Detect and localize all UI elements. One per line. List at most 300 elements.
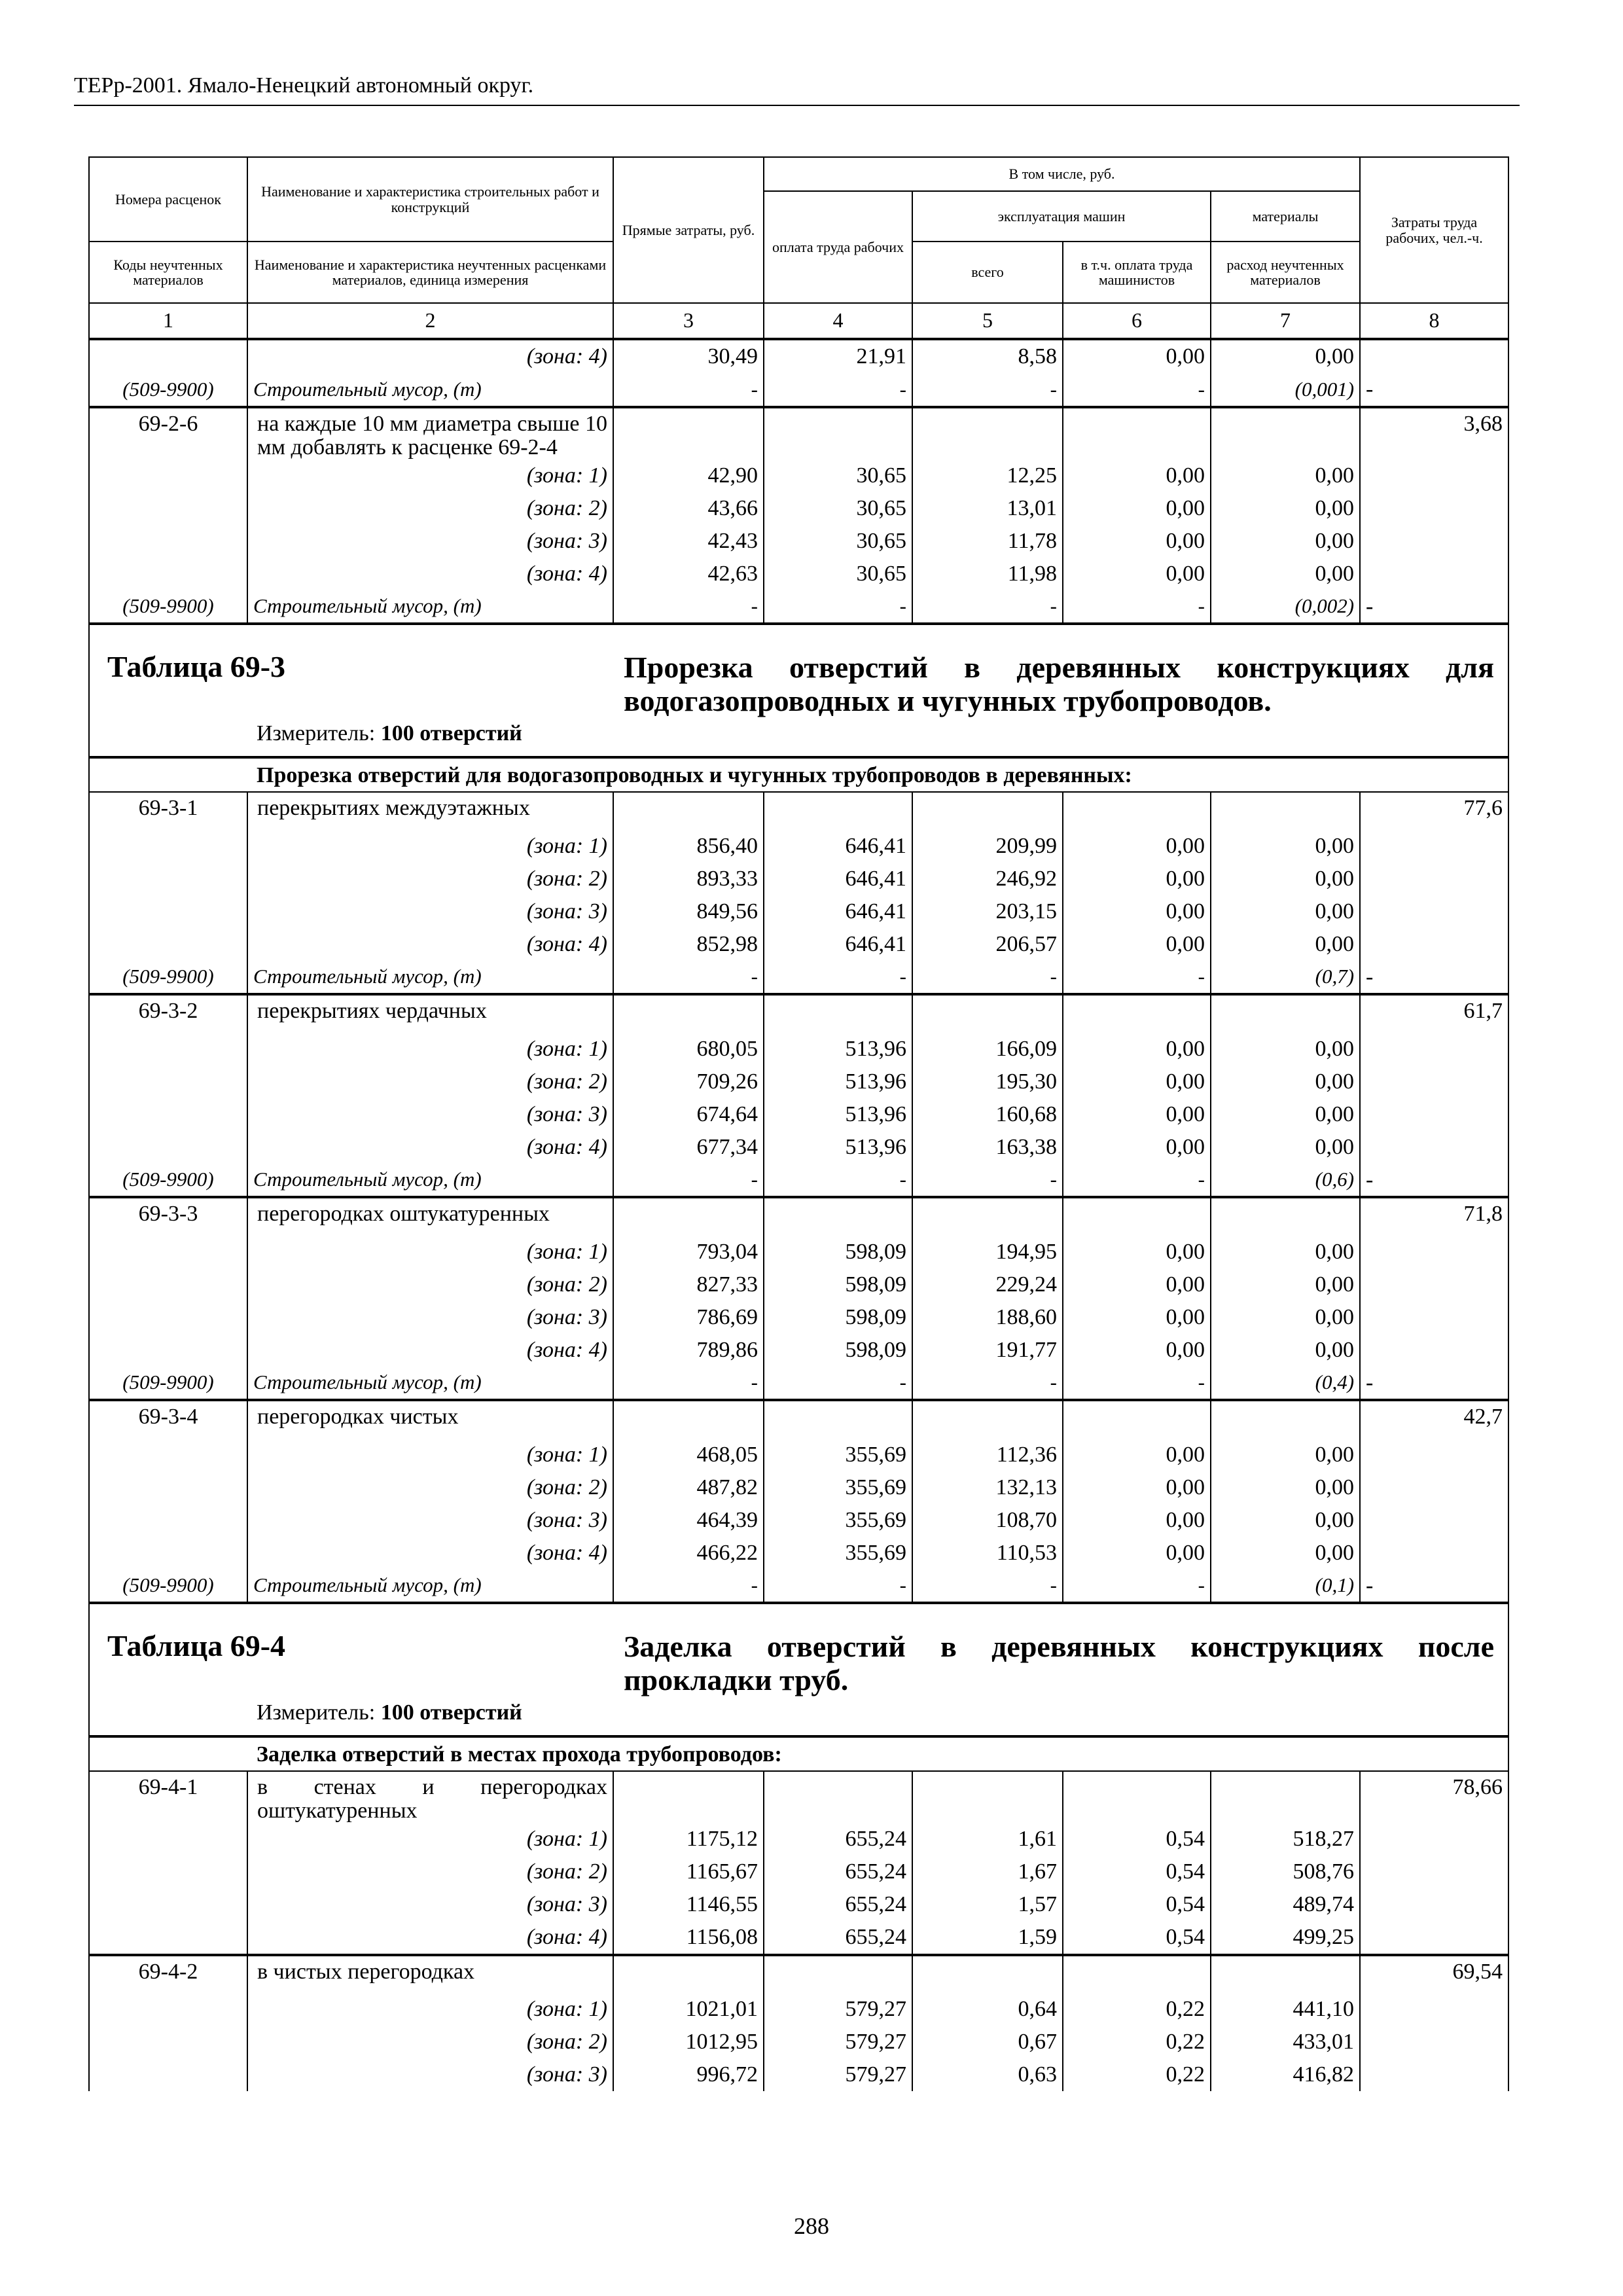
value-cell: 0,00 (1063, 557, 1211, 590)
measure-line (257, 722, 522, 745)
value-cell: 786,69 (613, 1300, 764, 1333)
header-col5: всего (912, 242, 1063, 303)
header-col1-bottom: Коды неучтенных материалов (89, 242, 247, 303)
value-cell: 0,00 (1211, 339, 1360, 373)
value-cell: 0,00 (1063, 1235, 1211, 1268)
value-cell: - (912, 373, 1063, 407)
empty-cell (1360, 492, 1508, 524)
empty-cell (764, 1197, 912, 1235)
value-cell: (0,6) (1211, 1163, 1360, 1197)
value-cell: 0,63 (912, 2058, 1063, 2091)
rate-code: 69-2-6 (89, 407, 247, 459)
value-cell: - (912, 590, 1063, 624)
empty-cell (89, 895, 247, 927)
measure-value: 100 отверстий (380, 721, 522, 746)
value-cell: 0,00 (1211, 1235, 1360, 1268)
value-cell: 579,27 (764, 2058, 912, 2091)
empty-cell (1063, 1400, 1211, 1438)
empty-cell (613, 407, 764, 459)
value-cell: 42,63 (613, 557, 764, 590)
value-cell: 674,64 (613, 1098, 764, 1130)
rate-name: перегородках оштукатуренных (247, 1197, 613, 1235)
labor-cell: 71,8 (1360, 1197, 1508, 1235)
zone-label: (зона: 3) (247, 1300, 613, 1333)
zone-label: (зона: 2) (247, 1065, 613, 1098)
value-cell: 0,54 (1063, 1921, 1211, 1955)
empty-cell (764, 1400, 912, 1438)
empty-cell (764, 1771, 912, 1822)
value-cell: - (1063, 1163, 1211, 1197)
rate-code: 69-3-1 (89, 792, 247, 829)
rate-row (89, 1400, 1508, 1438)
value-cell: (0,001) (1211, 373, 1360, 407)
value-cell: 30,65 (764, 459, 912, 492)
value-cell: 709,26 (613, 1065, 764, 1098)
value-cell: - (613, 373, 764, 407)
value-cell: 209,99 (912, 829, 1063, 862)
value-cell: 0,00 (1211, 895, 1360, 927)
zone-row (89, 1130, 1508, 1163)
rate-name: в стенах и перегородках оштукатуренных (247, 1771, 613, 1822)
rate-name: на каждые 10 мм диаметра свыше 10 мм добавлять к расценке 69-2-4 (247, 407, 613, 459)
value-cell: 499,25 (1211, 1921, 1360, 1955)
value-cell: 513,96 (764, 1098, 912, 1130)
empty-cell (912, 1955, 1063, 1993)
value-cell: 433,01 (1211, 2026, 1360, 2058)
col-number: 1 (89, 303, 247, 339)
empty-cell (764, 407, 912, 459)
empty-cell (1360, 524, 1508, 557)
value-cell: 108,70 (912, 1503, 1063, 1536)
empty-cell (89, 1235, 247, 1268)
zone-row (89, 1993, 1508, 2026)
rate-code: 69-4-2 (89, 1955, 247, 1993)
value-cell: 1146,55 (613, 1888, 764, 1921)
value-cell: 0,00 (1063, 829, 1211, 862)
value-cell: 0,00 (1063, 1333, 1211, 1366)
value-cell: 849,56 (613, 895, 764, 927)
col-number: 6 (1063, 303, 1211, 339)
zone-row (89, 557, 1508, 590)
zone-row (89, 1471, 1508, 1503)
empty-cell (613, 1400, 764, 1438)
empty-cell (89, 829, 247, 862)
value-cell: 0,00 (1063, 339, 1211, 373)
labor-cell: - (1360, 960, 1508, 994)
value-cell: - (1063, 590, 1211, 624)
value-cell: 646,41 (764, 862, 912, 895)
labor-cell: - (1360, 1163, 1508, 1197)
value-cell: - (764, 960, 912, 994)
empty-cell (1360, 1130, 1508, 1163)
value-cell: - (613, 1366, 764, 1400)
value-cell: 0,64 (912, 1993, 1063, 2026)
zone-label: (зона: 4) (247, 927, 613, 960)
zone-label: (зона: 1) (247, 1438, 613, 1471)
zone-label: (зона: 1) (247, 1823, 613, 1856)
value-cell: 518,27 (1211, 1823, 1360, 1856)
header-rule (74, 105, 1520, 106)
value-cell: 194,95 (912, 1235, 1063, 1268)
value-cell: 598,09 (764, 1333, 912, 1366)
value-cell: 11,98 (912, 557, 1063, 590)
value-cell: 0,00 (1063, 895, 1211, 927)
value-cell: 598,09 (764, 1268, 912, 1300)
zone-label: (зона: 2) (247, 862, 613, 895)
value-cell: - (764, 1163, 912, 1197)
empty-cell (764, 1955, 912, 1993)
rate-row (89, 1955, 1508, 1993)
rate-name: перекрытиях чердачных (247, 994, 613, 1032)
zone-row (89, 1098, 1508, 1130)
value-cell: - (1063, 373, 1211, 407)
price-table (88, 156, 1509, 2091)
table-title-cell (89, 624, 1508, 757)
value-cell: - (613, 1569, 764, 1603)
zone-row (89, 1333, 1508, 1366)
empty-cell (1211, 407, 1360, 459)
zone-row (89, 1032, 1508, 1065)
value-cell: 0,00 (1211, 1032, 1360, 1065)
zone-label: (зона: 3) (247, 895, 613, 927)
empty-cell (1360, 1856, 1508, 1888)
labor-cell: 77,6 (1360, 792, 1508, 829)
value-cell: 0,54 (1063, 1823, 1211, 1856)
measure-line (257, 1701, 522, 1725)
value-cell: 0,00 (1211, 927, 1360, 960)
empty-cell (89, 1536, 247, 1569)
value-cell: 11,78 (912, 524, 1063, 557)
value-cell: 0,00 (1063, 1065, 1211, 1098)
zone-row (89, 339, 1508, 373)
zone-row (89, 1065, 1508, 1098)
zone-row (89, 524, 1508, 557)
value-cell: 0,67 (912, 2026, 1063, 2058)
value-cell: 0,00 (1211, 492, 1360, 524)
empty-cell (912, 407, 1063, 459)
zone-row (89, 1856, 1508, 1888)
table-number: Таблица 69-3 (107, 650, 286, 684)
table-title-cell (89, 1603, 1508, 1736)
header-col3: Прямые затраты, руб. (613, 157, 764, 303)
value-cell: 42,90 (613, 459, 764, 492)
empty-cell (1360, 459, 1508, 492)
rate-row (89, 792, 1508, 829)
empty-cell (89, 492, 247, 524)
value-cell: - (912, 1163, 1063, 1197)
value-cell: 30,65 (764, 524, 912, 557)
rate-row (89, 1197, 1508, 1235)
zone-row (89, 1921, 1508, 1955)
value-cell: 0,00 (1063, 862, 1211, 895)
empty-cell (1360, 1823, 1508, 1856)
empty-cell (89, 1268, 247, 1300)
labor-cell: - (1360, 373, 1508, 407)
empty-cell (1360, 2058, 1508, 2091)
empty-cell (89, 557, 247, 590)
value-cell: 30,49 (613, 339, 764, 373)
material-code: (509-9900) (89, 960, 247, 994)
value-cell: 441,10 (1211, 1993, 1360, 2026)
material-code: (509-9900) (89, 1366, 247, 1400)
material-row (89, 1163, 1508, 1197)
value-cell: 789,86 (613, 1333, 764, 1366)
value-cell: - (613, 590, 764, 624)
empty-cell (89, 524, 247, 557)
labor-cell: - (1360, 590, 1508, 624)
value-cell: 513,96 (764, 1130, 912, 1163)
value-cell: 0,00 (1063, 1536, 1211, 1569)
empty-cell (912, 1400, 1063, 1438)
value-cell: 1156,08 (613, 1921, 764, 1955)
zone-row (89, 829, 1508, 862)
col-number: 2 (247, 303, 613, 339)
value-cell: - (912, 1569, 1063, 1603)
measure-label: Измеритель: (257, 721, 376, 746)
empty-cell (1360, 339, 1508, 373)
empty-cell (1360, 1888, 1508, 1921)
empty-cell (1360, 1921, 1508, 1955)
empty-cell (912, 994, 1063, 1032)
zone-row (89, 927, 1508, 960)
empty-cell (89, 1065, 247, 1098)
empty-cell (1211, 1197, 1360, 1235)
value-cell: 1,67 (912, 1856, 1063, 1888)
value-cell: 355,69 (764, 1503, 912, 1536)
table-title-row (89, 1603, 1508, 1736)
empty-cell (912, 1771, 1063, 1822)
value-cell: 0,00 (1211, 524, 1360, 557)
measure-label: Измеритель: (257, 1700, 376, 1725)
value-cell: 1,61 (912, 1823, 1063, 1856)
value-cell: 0,00 (1063, 927, 1211, 960)
value-cell: 30,65 (764, 557, 912, 590)
value-cell: 1,59 (912, 1921, 1063, 1955)
value-cell: 996,72 (613, 2058, 764, 2091)
value-cell: 655,24 (764, 1856, 912, 1888)
header-col1-top: Номера расценок (89, 157, 247, 242)
value-cell: 42,43 (613, 524, 764, 557)
empty-cell (89, 459, 247, 492)
value-cell: 0,22 (1063, 2058, 1211, 2091)
zone-row (89, 1438, 1508, 1471)
labor-cell: 3,68 (1360, 407, 1508, 459)
value-cell: 0,00 (1063, 1130, 1211, 1163)
empty-cell (1063, 1955, 1211, 1993)
running-head: ТЕРр-2001. Ямало-Ненецкий автономный округ. (74, 73, 534, 98)
empty-cell (613, 994, 764, 1032)
zone-row (89, 459, 1508, 492)
header-machines: эксплуатация машин (912, 191, 1211, 242)
labor-cell: - (1360, 1366, 1508, 1400)
zone-label: (зона: 2) (247, 2026, 613, 2058)
value-cell: 856,40 (613, 829, 764, 862)
value-cell: 1175,12 (613, 1823, 764, 1856)
table-number: Таблица 69-4 (107, 1629, 286, 1663)
value-cell: 110,53 (912, 1536, 1063, 1569)
value-cell: 0,00 (1211, 1065, 1360, 1098)
value-cell: 0,00 (1063, 1032, 1211, 1065)
zone-label: (зона: 3) (247, 1503, 613, 1536)
value-cell: 1021,01 (613, 1993, 764, 2026)
table-title-row (89, 624, 1508, 757)
zone-label: (зона: 4) (247, 557, 613, 590)
material-code: (509-9900) (89, 1569, 247, 1603)
value-cell: 206,57 (912, 927, 1063, 960)
empty-cell (89, 1032, 247, 1065)
rate-name: перегородках чистых (247, 1400, 613, 1438)
value-cell: 646,41 (764, 829, 912, 862)
empty-cell (1360, 1438, 1508, 1471)
value-cell: 646,41 (764, 895, 912, 927)
value-cell: 246,92 (912, 862, 1063, 895)
value-cell: 0,00 (1211, 1130, 1360, 1163)
value-cell: 8,58 (912, 339, 1063, 373)
empty-cell (1360, 1536, 1508, 1569)
zone-row (89, 2058, 1508, 2091)
value-cell: 0,00 (1211, 1268, 1360, 1300)
value-cell: 0,00 (1063, 1098, 1211, 1130)
empty-cell (89, 1823, 247, 1856)
value-cell: 188,60 (912, 1300, 1063, 1333)
zone-row (89, 1888, 1508, 1921)
value-cell: 0,00 (1211, 829, 1360, 862)
value-cell: 0,00 (1063, 1503, 1211, 1536)
header-col2-bottom: Наименование и характеристика неучтенных расценками материалов, единица измерения (247, 242, 613, 303)
value-cell: 489,74 (1211, 1888, 1360, 1921)
empty-cell (89, 1856, 247, 1888)
empty-cell (89, 1300, 247, 1333)
empty-cell (89, 1471, 247, 1503)
zone-label: (зона: 3) (247, 2058, 613, 2091)
rate-code: 69-4-1 (89, 1771, 247, 1822)
value-cell: 0,00 (1063, 1300, 1211, 1333)
empty-cell (613, 792, 764, 829)
empty-cell (1063, 1197, 1211, 1235)
value-cell: 0,00 (1063, 524, 1211, 557)
value-cell: 579,27 (764, 1993, 912, 2026)
zone-label: (зона: 1) (247, 1993, 613, 2026)
labor-cell: - (1360, 1569, 1508, 1603)
material-row (89, 960, 1508, 994)
col-number: 5 (912, 303, 1063, 339)
empty-cell (1063, 792, 1211, 829)
empty-cell (89, 1333, 247, 1366)
rate-row (89, 1771, 1508, 1822)
empty-cell (1360, 927, 1508, 960)
value-cell: 893,33 (613, 862, 764, 895)
value-cell: 0,00 (1063, 1471, 1211, 1503)
empty-cell (89, 927, 247, 960)
zone-label: (зона: 1) (247, 1235, 613, 1268)
material-name: Строительный мусор, (т) (247, 590, 613, 624)
value-cell: 229,24 (912, 1268, 1063, 1300)
zone-label: (зона: 2) (247, 1856, 613, 1888)
value-cell: 30,65 (764, 492, 912, 524)
value-cell: 112,36 (912, 1438, 1063, 1471)
value-cell: 579,27 (764, 2026, 912, 2058)
empty-cell (89, 1130, 247, 1163)
value-cell: - (613, 960, 764, 994)
header-col7: расход неучтенных материалов (1211, 242, 1360, 303)
rate-code: 69-3-3 (89, 1197, 247, 1235)
value-cell: 793,04 (613, 1235, 764, 1268)
empty-cell (764, 994, 912, 1032)
zone-row (89, 1536, 1508, 1569)
empty-cell (89, 1993, 247, 2026)
material-name: Строительный мусор, (т) (247, 960, 613, 994)
rate-name: в чистых перегородках (247, 1955, 613, 1993)
value-cell: 827,33 (613, 1268, 764, 1300)
header-col6: в т.ч. оплата труда машинистов (1063, 242, 1211, 303)
value-cell: 513,96 (764, 1065, 912, 1098)
value-cell: 680,05 (613, 1032, 764, 1065)
material-name: Строительный мусор, (т) (247, 1569, 613, 1603)
value-cell: 191,77 (912, 1333, 1063, 1366)
value-cell: 195,30 (912, 1065, 1063, 1098)
value-cell: 0,54 (1063, 1856, 1211, 1888)
labor-cell: 42,7 (1360, 1400, 1508, 1438)
zone-label: (зона: 4) (247, 339, 613, 373)
empty-cell (1360, 1098, 1508, 1130)
rate-code: 69-3-2 (89, 994, 247, 1032)
zone-row (89, 1235, 1508, 1268)
value-cell: 0,22 (1063, 1993, 1211, 2026)
value-cell: - (764, 590, 912, 624)
zone-label: (зона: 2) (247, 492, 613, 524)
value-cell: 0,00 (1211, 459, 1360, 492)
empty-cell (89, 1921, 247, 1955)
value-cell: 0,54 (1063, 1888, 1211, 1921)
empty-cell (1360, 1268, 1508, 1300)
value-cell: 487,82 (613, 1471, 764, 1503)
table-body (89, 339, 1508, 2091)
zone-label: (зона: 4) (247, 1921, 613, 1955)
col-number: 3 (613, 303, 764, 339)
zone-row (89, 2026, 1508, 2058)
zone-row (89, 1268, 1508, 1300)
table-title-block (90, 625, 1508, 756)
value-cell: (0,7) (1211, 960, 1360, 994)
empty-cell (912, 1197, 1063, 1235)
value-cell: 166,09 (912, 1032, 1063, 1065)
empty-cell (1360, 1503, 1508, 1536)
empty-cell (89, 1888, 247, 1921)
material-row (89, 1569, 1508, 1603)
value-cell: 513,96 (764, 1032, 912, 1065)
value-cell: 466,22 (613, 1536, 764, 1569)
value-cell: 655,24 (764, 1888, 912, 1921)
value-cell: 852,98 (613, 927, 764, 960)
section-heading: Заделка отверстий в местах прохода трубопроводов: (89, 1736, 1508, 1771)
value-cell: 598,09 (764, 1235, 912, 1268)
empty-cell (1360, 1471, 1508, 1503)
section-row (89, 757, 1508, 792)
value-cell: 1012,95 (613, 2026, 764, 2058)
value-cell: 468,05 (613, 1438, 764, 1471)
value-cell: - (764, 1366, 912, 1400)
header-col8: Затраты труда рабочих, чел.-ч. (1360, 157, 1508, 303)
value-cell: 0,00 (1211, 1300, 1360, 1333)
zone-label: (зона: 1) (247, 829, 613, 862)
zone-label: (зона: 4) (247, 1536, 613, 1569)
header-incl: В том числе, руб. (764, 157, 1360, 191)
rate-name: перекрытиях междуэтажных (247, 792, 613, 829)
value-cell: 0,00 (1211, 1536, 1360, 1569)
zone-label: (зона: 3) (247, 524, 613, 557)
value-cell: 598,09 (764, 1300, 912, 1333)
labor-cell: 61,7 (1360, 994, 1508, 1032)
